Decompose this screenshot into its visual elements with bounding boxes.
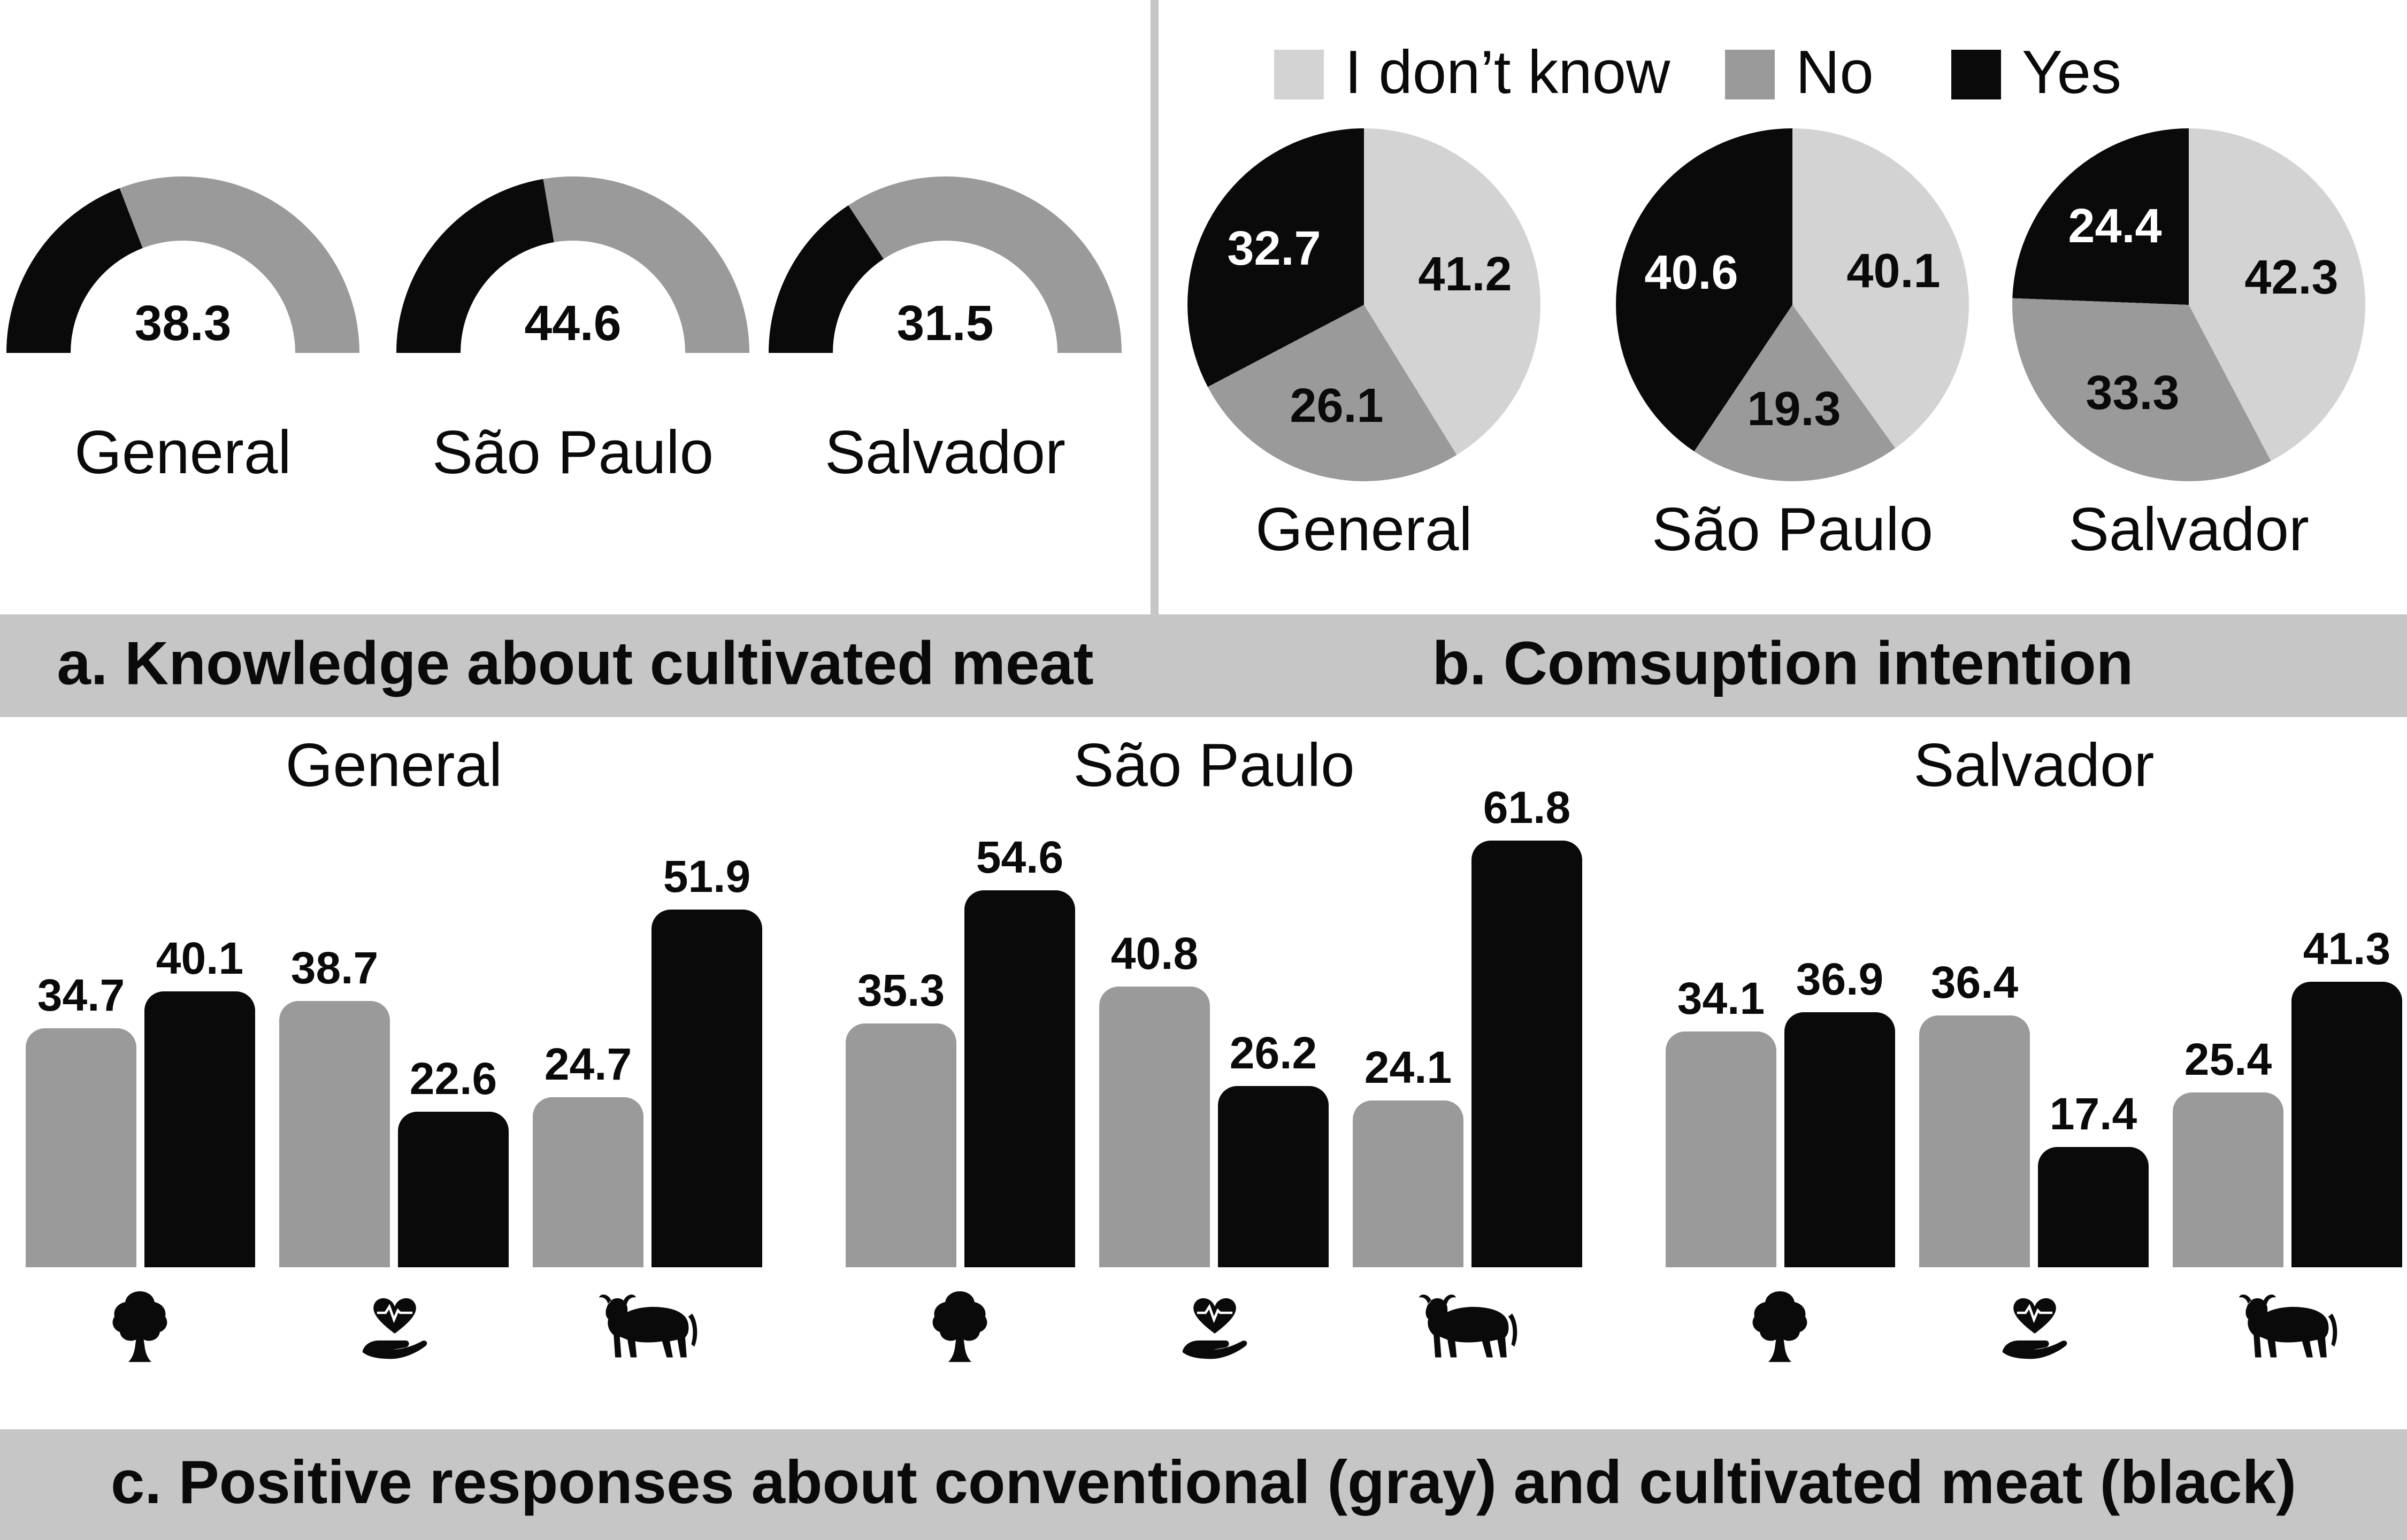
- bar-pair: [2173, 924, 2402, 1267]
- bar-value: 41.3: [2303, 924, 2391, 974]
- bar-cultivated: [1471, 783, 1582, 1267]
- gauge-value: 38.3: [134, 295, 232, 351]
- section-label-a: a. Knowledge about cultivated meat: [57, 631, 1094, 699]
- bar-value: 34.1: [1677, 974, 1765, 1023]
- gauge-São Paulo: [380, 164, 765, 489]
- bar-value: 24.7: [544, 1040, 632, 1089]
- cow-icon: [1412, 1290, 1523, 1364]
- bar-plot: [1666, 924, 2402, 1267]
- section-label-c: c. Positive responses about conventional (gray) and cultivated meat (black): [110, 1450, 2297, 1518]
- bar-value: 36.4: [1930, 958, 2019, 1007]
- icon-row: [846, 1290, 1582, 1364]
- bar-pair: [26, 934, 255, 1267]
- cow-icon-cell: [533, 1290, 762, 1364]
- gauge-arc: [380, 164, 765, 372]
- bar-pair: [1353, 783, 1582, 1267]
- pie-Salvador: [2012, 128, 2365, 481]
- legend-label: Yes: [2022, 39, 2121, 107]
- gauge-label: Salvador: [825, 420, 1065, 488]
- gauge-arc: [753, 164, 1138, 372]
- gauge-value: 31.5: [896, 295, 994, 351]
- bar-cultivated: [964, 833, 1075, 1267]
- bar-group-title: Salvador: [1913, 733, 2155, 800]
- icon-row: [1666, 1290, 2402, 1364]
- gauge-arc: [0, 164, 375, 372]
- bar-group-title: São Paulo: [1073, 733, 1355, 800]
- bar-value: 35.3: [857, 966, 945, 1015]
- bar-cultivated: [398, 1054, 509, 1267]
- cow-icon: [592, 1290, 703, 1364]
- bar-value: 36.9: [1796, 954, 1884, 1004]
- bar-cultivated: [2038, 1089, 2149, 1267]
- bar-group-São Paulo: [846, 717, 1582, 1429]
- pie-value: 42.3: [2244, 252, 2339, 305]
- cow-icon-cell: [1353, 1290, 1582, 1364]
- caption-band-top: [0, 614, 2407, 717]
- bar-pair: [1099, 929, 1329, 1267]
- caption-band-bottom: [0, 1429, 2407, 1540]
- heart-pulse-hand-icon-cell: [1099, 1290, 1329, 1364]
- legend-swatch-icon: [1725, 49, 1775, 99]
- heart-pulse-hand-icon: [357, 1290, 431, 1364]
- pie-value: 32.7: [1227, 223, 1321, 276]
- pie-label: General: [1255, 497, 1473, 565]
- gauge-value: 44.6: [524, 295, 622, 351]
- bar-conventional: [279, 943, 390, 1267]
- bar-conventional: [1099, 929, 1210, 1267]
- bar-pair: [533, 852, 762, 1267]
- pie-General: [1187, 128, 1540, 481]
- legend-label: I don’t know: [1345, 39, 1670, 107]
- pie-label: São Paulo: [1651, 497, 1934, 565]
- gauge-label: São Paulo: [432, 420, 714, 488]
- bar-value: 38.7: [290, 943, 379, 993]
- legend-item-3: [1951, 39, 2121, 107]
- tree-icon: [110, 1290, 171, 1364]
- bar-value: 24.1: [1364, 1043, 1452, 1092]
- bar-value: 54.6: [976, 833, 1064, 882]
- gauge-General: [0, 164, 375, 489]
- heart-pulse-hand-icon: [1997, 1290, 2071, 1364]
- bar-conventional: [1353, 1043, 1463, 1267]
- tree-icon-cell: [1666, 1290, 1895, 1364]
- pie-label: Salvador: [2068, 497, 2309, 565]
- bar-value: 34.7: [37, 971, 125, 1020]
- bar-value: 40.1: [156, 934, 244, 983]
- bar-cultivated: [2291, 924, 2402, 1267]
- bar-pair: [846, 833, 1075, 1267]
- bar-value: 40.8: [1110, 929, 1199, 979]
- icon-row: [26, 1290, 762, 1364]
- bar-pair: [1919, 958, 2149, 1267]
- gauge-Salvador: [753, 164, 1138, 489]
- heart-pulse-hand-icon-cell: [279, 1290, 509, 1364]
- pie-value: 33.3: [2086, 367, 2180, 420]
- bar-conventional: [1666, 974, 1776, 1267]
- bar-value: 61.8: [1483, 783, 1571, 833]
- bar-group-General: [26, 717, 762, 1429]
- bar-value: 51.9: [663, 852, 751, 902]
- bar-group-title: General: [285, 733, 503, 800]
- tree-icon: [930, 1290, 991, 1364]
- tree-icon-cell: [26, 1290, 255, 1364]
- pie-value: 40.1: [1846, 245, 1941, 298]
- bar-conventional: [1919, 958, 2030, 1267]
- bar-group-Salvador: [1666, 717, 2402, 1429]
- bar-conventional: [533, 1040, 643, 1267]
- legend-label: No: [1796, 39, 1874, 107]
- panel-divider: [1151, 0, 1159, 614]
- tree-icon: [1750, 1290, 1811, 1364]
- pie-São Paulo: [1616, 128, 1969, 481]
- legend-item-2: [1725, 39, 1874, 107]
- section-label-b: b. Comsuption intention: [1432, 631, 2134, 699]
- bar-pair: [279, 943, 509, 1267]
- legend-swatch-icon: [1274, 49, 1324, 99]
- pie-value: 24.4: [2068, 201, 2162, 253]
- legend-swatch-icon: [1951, 49, 2001, 99]
- bar-pair: [1666, 954, 1895, 1267]
- legend-item-1: [1274, 39, 1670, 107]
- bar-value: 17.4: [2049, 1089, 2137, 1139]
- pie-value: 26.1: [1290, 380, 1384, 433]
- bar-value: 25.4: [2184, 1035, 2272, 1084]
- bar-cultivated: [651, 852, 762, 1267]
- pie-value: 19.3: [1747, 383, 1841, 436]
- cow-icon-cell: [2173, 1290, 2402, 1364]
- heart-pulse-hand-icon: [1177, 1290, 1251, 1364]
- bar-plot: [846, 783, 1582, 1267]
- bar-cultivated: [144, 934, 255, 1267]
- pie-value: 41.2: [1418, 249, 1512, 302]
- bar-value: 22.6: [409, 1054, 497, 1104]
- bar-conventional: [2173, 1035, 2283, 1267]
- bar-cultivated: [1218, 1028, 1329, 1267]
- tree-icon-cell: [846, 1290, 1075, 1364]
- cow-icon: [2232, 1290, 2343, 1364]
- pie-value: 40.6: [1644, 247, 1738, 300]
- bar-plot: [26, 852, 762, 1267]
- heart-pulse-hand-icon-cell: [1919, 1290, 2149, 1364]
- bar-conventional: [846, 966, 956, 1267]
- bar-value: 26.2: [1229, 1028, 1317, 1078]
- bar-conventional: [26, 971, 136, 1267]
- bar-cultivated: [1784, 954, 1895, 1267]
- bar-chart-positive-responses: [0, 717, 2407, 1429]
- gauge-label: General: [74, 420, 292, 488]
